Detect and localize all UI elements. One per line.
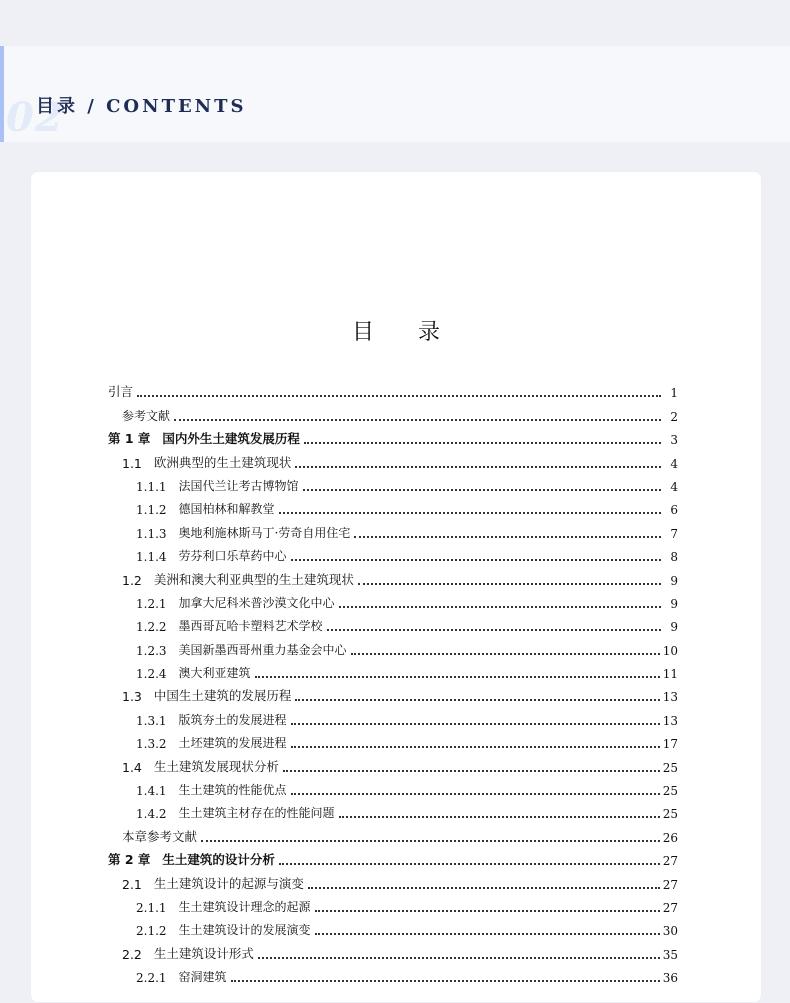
toc-entry-subsection[interactable] bbox=[108, 611, 678, 634]
toc-page-number: 8 bbox=[670, 550, 678, 565]
toc-leader-dots bbox=[304, 442, 661, 444]
toc-entry-title: 引言 bbox=[108, 384, 134, 400]
toc-entry-title: 窑洞建筑 bbox=[178, 970, 227, 985]
toc-leader-dots bbox=[231, 980, 660, 982]
toc-entry-section[interactable] bbox=[108, 681, 678, 704]
toc-entry-subsection[interactable] bbox=[108, 494, 678, 517]
toc-leader-dots bbox=[279, 512, 661, 514]
toc-entry-title: 澳大利亚建筑 bbox=[178, 666, 251, 681]
toc-entry-title: 生土建筑设计理念的起源 bbox=[178, 899, 311, 914]
toc-entry-title: 中国生土建筑的发展历程 bbox=[153, 688, 292, 704]
toc-list bbox=[108, 377, 678, 985]
toc-leader-dots bbox=[291, 793, 660, 795]
toc-page-number: 10 bbox=[662, 643, 678, 658]
toc-page-number: 30 bbox=[662, 924, 678, 939]
toc-entry-number: 1.3.2 bbox=[136, 737, 167, 752]
toc-entry-title: 美洲和澳大利亚典型的生土建筑现状 bbox=[153, 571, 354, 587]
toc-entry-title: 生土建筑的设计分析 bbox=[162, 852, 275, 868]
toc-page-number: 4 bbox=[670, 479, 678, 494]
toc-entry-subsection[interactable] bbox=[108, 962, 678, 985]
toc-entry-title: 加拿大尼科米普沙漠文化中心 bbox=[178, 595, 335, 610]
toc-entry-section[interactable] bbox=[108, 447, 678, 470]
toc-page-number: 6 bbox=[670, 503, 678, 518]
toc-entry-number: 1.3.1 bbox=[136, 713, 167, 728]
toc-leader-dots bbox=[174, 419, 661, 421]
toc-entry-subsection[interactable] bbox=[108, 892, 678, 915]
toc-leader-dots bbox=[308, 887, 660, 889]
toc-leader-dots bbox=[258, 957, 660, 959]
toc-entry-title: 版筑夯土的发展进程 bbox=[178, 712, 287, 727]
toc-entry-number: 1.1.1 bbox=[136, 479, 167, 494]
toc-entry-title: 法国代兰让考古博物馆 bbox=[178, 478, 299, 493]
toc-entry-number: 2.2.1 bbox=[136, 971, 167, 986]
toc-entry-section[interactable] bbox=[108, 751, 678, 774]
toc-page-number: 4 bbox=[670, 456, 678, 471]
toc-entry-title: 生土建筑设计的发展演变 bbox=[178, 923, 311, 938]
toc-entry-title: 土坯建筑的发展进程 bbox=[178, 736, 287, 751]
toc-entry-number: 2.1.1 bbox=[136, 900, 167, 915]
toc-page-number: 13 bbox=[662, 690, 678, 705]
toc-entry-title: 墨西哥瓦哈卡塑料艺术学校 bbox=[178, 619, 323, 634]
section-header bbox=[0, 46, 790, 142]
toc-entry-number: 1.3 bbox=[122, 689, 142, 705]
toc-page-number: 9 bbox=[670, 620, 678, 635]
toc-page-number: 17 bbox=[662, 737, 678, 752]
toc-leader-dots bbox=[315, 910, 660, 912]
toc-entry-subsection[interactable] bbox=[108, 634, 678, 657]
document-page bbox=[30, 171, 762, 1003]
toc-page-number: 26 bbox=[662, 830, 678, 845]
toc-page-number: 9 bbox=[670, 596, 678, 611]
toc-leader-dots bbox=[351, 653, 660, 655]
toc-page-number: 27 bbox=[662, 900, 678, 915]
toc-entry-number: 1.4 bbox=[122, 759, 142, 775]
toc-entry-number: 1.1.3 bbox=[136, 526, 167, 541]
toc-page-number: 9 bbox=[670, 573, 678, 588]
toc-entry-section[interactable] bbox=[108, 564, 678, 587]
toc-entry-number: 1.2 bbox=[122, 572, 142, 588]
toc-leader-dots bbox=[283, 770, 660, 772]
toc-leader-dots bbox=[354, 536, 661, 538]
toc-page-number: 7 bbox=[670, 526, 678, 541]
toc-leader-dots bbox=[358, 583, 661, 585]
toc-page-number: 3 bbox=[670, 433, 678, 448]
toc-entry-number: 1.2.1 bbox=[136, 596, 167, 611]
toc-entry-number: 1.2.3 bbox=[136, 643, 167, 658]
toc-entry[interactable] bbox=[108, 821, 678, 844]
toc-entry-section[interactable] bbox=[108, 868, 678, 891]
toc-entry-subsection[interactable] bbox=[108, 517, 678, 540]
toc-page-number: 1 bbox=[670, 386, 678, 401]
toc-entry-title: 国内外生土建筑发展历程 bbox=[162, 431, 300, 447]
section-title: 目录 / CONTENTS bbox=[36, 96, 247, 117]
toc-entry-title: 生土建筑的性能优点 bbox=[178, 783, 287, 798]
toc-leader-dots bbox=[279, 863, 660, 865]
header-watermark-number: 02 bbox=[6, 94, 64, 141]
toc-leader-dots bbox=[327, 629, 661, 631]
toc-page-number: 25 bbox=[662, 784, 678, 799]
toc-entry-chapter[interactable] bbox=[108, 845, 678, 868]
top-strip bbox=[0, 0, 790, 46]
toc-entry-subsection[interactable] bbox=[108, 471, 678, 494]
toc-entry-subsection[interactable] bbox=[108, 588, 678, 611]
toc-entry-subsection[interactable] bbox=[108, 541, 678, 564]
toc-entry[interactable] bbox=[108, 400, 678, 423]
toc-leader-dots bbox=[315, 933, 660, 935]
toc-page-number: 25 bbox=[662, 760, 678, 775]
toc-leader-dots bbox=[201, 840, 660, 842]
toc-leader-dots bbox=[339, 606, 661, 608]
toc-entry-number: 1.1 bbox=[122, 455, 142, 471]
toc-entry-subsection[interactable] bbox=[108, 775, 678, 798]
toc-page-number: 35 bbox=[662, 947, 678, 962]
toc-entry-chapter[interactable] bbox=[108, 424, 678, 447]
toc-entry-title: 奥地利施林斯马丁·劳奇自用住宅 bbox=[178, 525, 351, 540]
toc-entry-title: 生土建筑发展现状分析 bbox=[153, 758, 279, 774]
toc-page-number: 11 bbox=[662, 667, 678, 682]
toc-entry-title: 生土建筑设计形式 bbox=[153, 945, 254, 961]
toc-entry-number: 2.1.2 bbox=[136, 924, 167, 939]
toc-entry-number: 2.2 bbox=[122, 946, 142, 962]
toc-entry-number: 1.4.2 bbox=[136, 807, 167, 822]
toc-leader-dots bbox=[291, 559, 661, 561]
toc-entry-title: 劳芬利口乐草药中心 bbox=[178, 549, 287, 564]
toc-leader-dots bbox=[295, 466, 661, 468]
toc-leader-dots bbox=[295, 699, 659, 701]
toc-entry-number: 1.2.2 bbox=[136, 620, 167, 635]
toc-entry-title: 参考文献 bbox=[122, 408, 171, 423]
toc-entry-number: 1.1.4 bbox=[136, 550, 167, 565]
toc-leader-dots bbox=[291, 723, 660, 725]
toc-page-number: 27 bbox=[662, 877, 678, 892]
toc-leader-dots bbox=[255, 676, 660, 678]
toc-entry-title: 德国柏林和解教堂 bbox=[178, 502, 275, 517]
toc-entry-subsection[interactable] bbox=[108, 728, 678, 751]
toc-leader-dots bbox=[137, 395, 661, 397]
toc-entry-number: 1.1.2 bbox=[136, 503, 167, 518]
toc-entry-title: 生土建筑设计的起源与演变 bbox=[153, 875, 304, 891]
toc-entry-subsection[interactable] bbox=[108, 798, 678, 821]
toc-entry-subsection[interactable] bbox=[108, 704, 678, 727]
toc-entry-title: 生土建筑主材存在的性能问题 bbox=[178, 806, 335, 821]
toc-page-number: 13 bbox=[662, 713, 678, 728]
toc-leader-dots bbox=[303, 489, 661, 491]
toc-entry[interactable] bbox=[108, 377, 678, 400]
header-accent-bar bbox=[0, 46, 4, 142]
toc-page-number: 2 bbox=[670, 409, 678, 424]
toc-page-number: 25 bbox=[662, 807, 678, 822]
toc-entry-title: 美国新墨西哥州重力基金会中心 bbox=[178, 642, 347, 657]
toc-entry-subsection[interactable] bbox=[108, 658, 678, 681]
toc-entry-title: 欧洲典型的生土建筑现状 bbox=[153, 454, 292, 470]
toc-entry-number: 1.4.1 bbox=[136, 784, 167, 799]
toc-entry-number: 第 1 章 bbox=[108, 431, 151, 447]
toc-leader-dots bbox=[291, 746, 660, 748]
toc-page-number: 36 bbox=[662, 971, 678, 986]
toc-heading: 目录 bbox=[351, 320, 484, 345]
toc-entry-number: 第 2 章 bbox=[108, 852, 151, 868]
toc-entry-number: 1.2.4 bbox=[136, 667, 167, 682]
toc-entry-section[interactable] bbox=[108, 938, 678, 961]
toc-entry-number: 2.1 bbox=[122, 876, 142, 892]
toc-entry-title: 本章参考文献 bbox=[122, 828, 198, 844]
toc-leader-dots bbox=[339, 816, 660, 818]
toc-entry-subsection[interactable] bbox=[108, 915, 678, 938]
toc-page-number: 27 bbox=[662, 854, 678, 869]
